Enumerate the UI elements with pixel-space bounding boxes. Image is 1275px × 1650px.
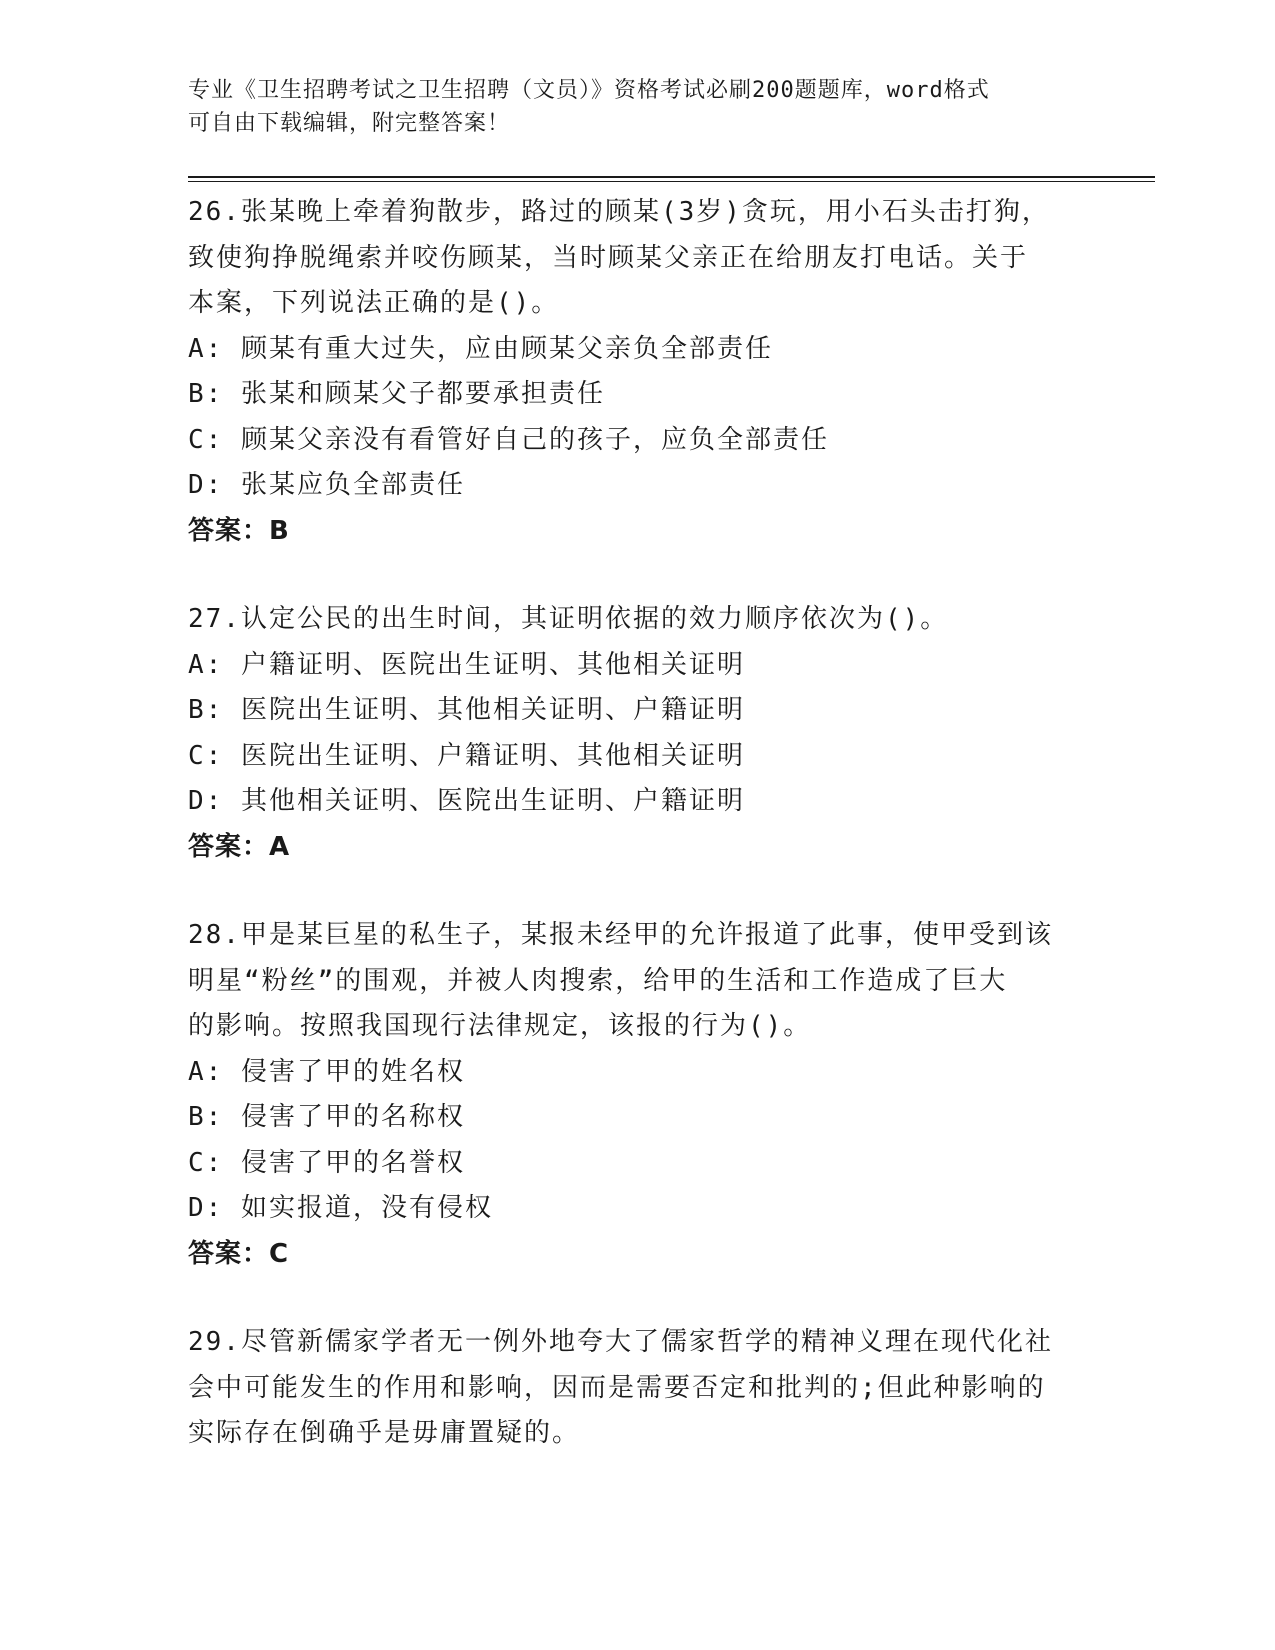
- question-list: [188, 190, 1088, 1457]
- question-27-option-c: C: 医院出生证明、户籍证明、其他相关证明: [188, 740, 745, 771]
- question-28-option-c: C: 侵害了甲的名誉权: [188, 1147, 465, 1178]
- question-26-line-2: 致使狗挣脱绳索并咬伤顾某，当时顾某父亲正在给朋友打电话。关于: [188, 242, 1029, 273]
- question-29-line-1: 29.尽管新儒家学者无一例外地夸大了儒家哲学的精神义理在现代化社: [188, 1327, 1053, 1357]
- question-28-answer: 答案：C: [188, 1238, 290, 1269]
- question-spacer: [188, 554, 1088, 597]
- question-26-option-d: D: 张某应负全部责任: [188, 470, 465, 500]
- question-26-line-3: 本案，下列说法正确的是()。: [188, 288, 560, 318]
- header-line-2: 可自由下载编辑，附完整答案！: [188, 111, 511, 136]
- question-28-line-1: 28.甲是某巨星的私生子，某报未经甲的允许报道了此事，使甲受到该: [188, 920, 1053, 950]
- question-27: [188, 597, 1088, 870]
- header-divider: [188, 176, 1155, 182]
- question-27-option-b: B: 医院出生证明、其他相关证明、户籍证明: [188, 695, 745, 725]
- question-26: [188, 190, 1088, 554]
- header-line-1: 专业《卫生招聘考试之卫生招聘（文员）》资格考试必刷200题题库，word格式: [188, 78, 990, 103]
- question-29-line-2: 会中可能发生的作用和影响，因而是需要否定和批判的;但此种影响的: [188, 1372, 1046, 1403]
- question-28: [188, 913, 1088, 1277]
- question-26-line-1: 26.张某晚上牵着狗散步，路过的顾某(3岁)贪玩，用小石头击打狗，: [188, 197, 1050, 227]
- question-27-answer: 答案：A: [188, 831, 291, 862]
- question-29: [188, 1320, 1088, 1457]
- question-29-line-3: 实际存在倒确乎是毋庸置疑的。: [188, 1418, 581, 1448]
- question-26-option-c: C: 顾某父亲没有看管好自己的孩子，应负全部责任: [188, 424, 829, 455]
- question-27-option-d: D: 其他相关证明、医院出生证明、户籍证明: [188, 786, 745, 816]
- question-28-option-b: B: 侵害了甲的名称权: [188, 1102, 465, 1132]
- question-28-option-a: A: 侵害了甲的姓名权: [188, 1056, 465, 1087]
- question-spacer: [188, 870, 1088, 913]
- question-26-option-b: B: 张某和顾某父子都要承担责任: [188, 379, 605, 409]
- question-26-option-a: A: 顾某有重大过失，应由顾某父亲负全部责任: [188, 333, 773, 364]
- question-27-option-a: A: 户籍证明、医院出生证明、其他相关证明: [188, 649, 745, 680]
- question-28-line-2: 明星“粉丝”的围观，并被人肉搜索，给甲的生活和工作造成了巨大: [188, 965, 1008, 996]
- question-27-line-1: 27.认定公民的出生时间，其证明依据的效力顺序依次为()。: [188, 604, 949, 634]
- question-28-line-3: 的影响。按照我国现行法律规定，该报的行为()。: [188, 1011, 812, 1041]
- page-header: [188, 74, 1088, 140]
- question-28-option-d: D: 如实报道，没有侵权: [188, 1193, 493, 1223]
- question-spacer: [188, 1277, 1088, 1320]
- question-26-answer: 答案：B: [188, 515, 290, 546]
